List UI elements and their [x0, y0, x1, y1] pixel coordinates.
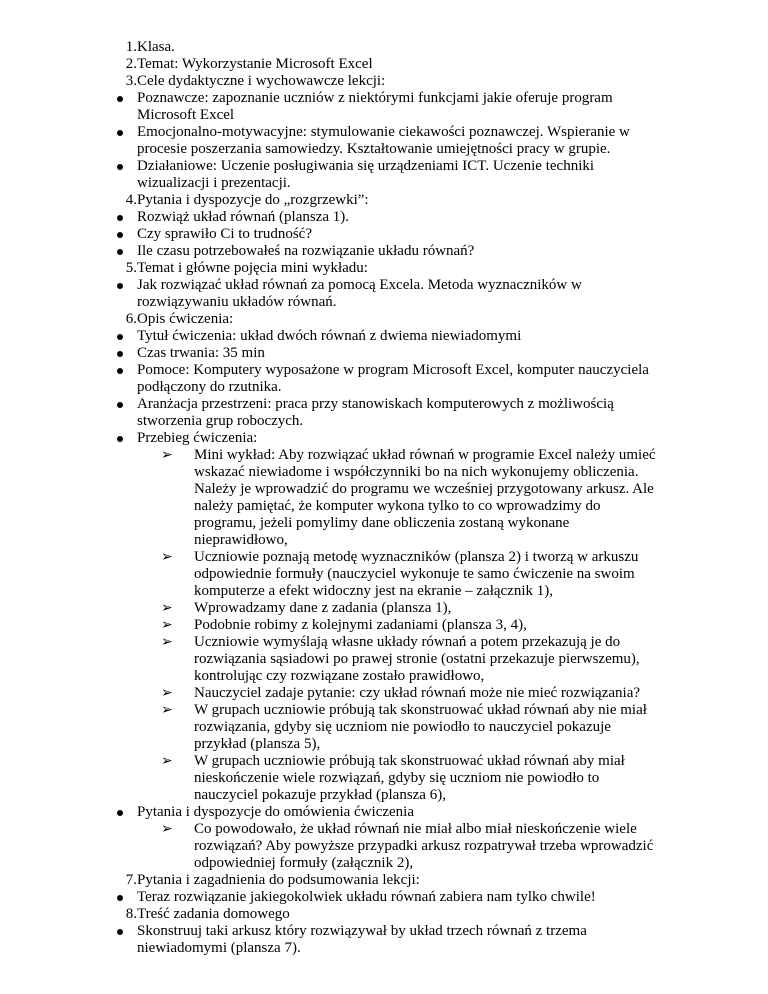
list-item-text-line: rozwiązania sąsiadowi po prawej stronie (ostatni przekazuje pierwszemu), — [194, 651, 640, 667]
list-item-text-line: Nauczyciel zadaje pytanie: czy układ równań może nie mieć rozwiązania? — [194, 685, 641, 701]
list-item-text-line: Opis ćwiczenia: — [137, 311, 234, 327]
list-item-text-line: rozwiązania, gdyby się uczniom nie powiodło to nauczyciel pokazuje — [194, 719, 611, 735]
list-item-text-line: Pomoce: Komputery wyposażone w program Microsoft Excel, komputer nauczyciela — [137, 362, 649, 378]
bullet-marker — [117, 334, 123, 340]
list-item-text-line: Wprowadzamy dane z zadania (plansza 1), — [194, 600, 452, 616]
list-item-text-line: odpowiedniej formuły (załącznik 2), — [194, 855, 414, 871]
list-number: 3. — [125, 73, 137, 89]
list-item-text-line: Co powodowało, że układ równań nie miał albo miał nieskończenie wiele — [194, 821, 637, 837]
list-item-text-line: Czas trwania: 35 min — [137, 345, 265, 361]
list-number: 4. — [125, 192, 137, 208]
list-number: 7. — [125, 872, 137, 888]
bullet-marker — [117, 436, 123, 442]
bullet-marker — [117, 232, 123, 238]
arrow-bullet-icon: ➢ — [161, 550, 173, 565]
list-item-text-line: nauczyciel pokazuje przykład (plansza 6), — [194, 787, 446, 803]
arrow-bullet-icon: ➢ — [161, 635, 173, 650]
list-item-text-line: Pytania i dyspozycje do omówienia ćwiczenia — [137, 804, 414, 820]
arrow-bullet-icon: ➢ — [161, 618, 173, 633]
list-item-text-line: Emocjonalno-motywacyjne: stymulowanie ciekawości poznawczej. Wspieranie w — [137, 124, 630, 140]
arrow-bullet-icon: ➢ — [161, 601, 173, 616]
bullet-marker — [117, 402, 123, 408]
list-item-text-line: Tytuł ćwiczenia: układ dwóch równań z dwiema niewiadomymi — [137, 328, 522, 344]
list-item-text-line: Uczniowie poznają metodę wyznaczników (plansza 2) i tworzą w arkuszu — [194, 549, 639, 565]
bullet-marker — [117, 164, 123, 170]
list-item-text-line: procesie poszerzania samowiedzy. Kształtowanie umiejętności pracy w grupie. — [137, 141, 611, 157]
bullet-marker — [117, 351, 123, 357]
list-item-text-line: Jak rozwiązać układ równań za pomocą Excela. Metoda wyznaczników w — [137, 277, 582, 293]
list-item-text-line: podłączony do rzutnika. — [137, 379, 282, 395]
list-item-text-line: Pytania i zagadnienia do podsumowania lekcji: — [137, 872, 420, 888]
list-item-text-line: Cele dydaktyczne i wychowawcze lekcji: — [137, 73, 386, 89]
list-number: 1. — [125, 39, 137, 55]
list-item-text-line: Microsoft Excel — [137, 107, 235, 123]
bullet-marker — [117, 283, 123, 289]
list-item-text-line: Ile czasu potrzebowałeś na rozwiązanie układu równań? — [137, 243, 475, 259]
bullet-marker — [117, 895, 123, 901]
arrow-bullet-icon: ➢ — [161, 686, 173, 701]
list-item-text-line: stworzenia grup roboczych. — [137, 413, 304, 429]
bullet-marker — [117, 810, 123, 816]
bullet-marker — [117, 215, 123, 221]
list-item-text-line: W grupach uczniowie próbują tak skonstruować układ równań aby nie miał — [194, 702, 647, 718]
list-item-text-line: komputerze a efekt widoczny jest na ekranie – załącznik 1), — [194, 583, 553, 599]
list-number: 2. — [125, 56, 137, 72]
list-item-text-line: rozwiązań? Aby powyższe przypadki arkusz rozpatrywał trzeba wprowadzić — [194, 838, 654, 854]
bullet-marker — [117, 130, 123, 136]
list-item-text-line: Przebieg ćwiczenia: — [137, 430, 258, 446]
list-item-text-line: Skonstruuj taki arkusz który rozwiązywał by układ trzech równań z trzema — [137, 923, 587, 939]
arrow-bullet-icon: ➢ — [161, 703, 173, 718]
list-item-text-line: Temat i główne pojęcia mini wykładu: — [137, 260, 368, 276]
list-number: 5. — [125, 260, 137, 276]
list-item-text-line: należy pamiętać, że komputer wykona tylko to co wprowadzimy do — [194, 498, 601, 514]
arrow-bullet-icon: ➢ — [161, 448, 173, 463]
list-item-text-line: Należy je wprowadzić do programu we wcześniej przygotowany arkusz. Ale — [194, 481, 654, 497]
list-item-text-line: Mini wykład: Aby rozwiązać układ równań w programie Excel należy umieć — [194, 447, 656, 463]
list-item-text-line: wizualizacji i prezentacji. — [137, 175, 291, 191]
bullet-marker — [117, 368, 123, 374]
arrow-bullet-icon: ➢ — [161, 754, 173, 769]
list-item-text-line: niewiadomymi (plansza 7). — [137, 940, 301, 956]
list-item-text-line: Czy sprawiło Ci to trudność? — [137, 226, 312, 242]
list-item-text-line: nieskończenie wiele rozwiązań, gdyby się uczniom nie powiodło to — [194, 770, 600, 786]
list-item-text-line: odpowiednie formuły (nauczyciel wykonuje te samo ćwiczenie na swoim — [194, 566, 635, 582]
arrow-bullet-icon: ➢ — [161, 822, 173, 837]
bullet-marker — [117, 96, 123, 102]
list-item-text-line: wskazać niewiadome i współczynniki bo na nich wykonujemy obliczenia. — [194, 464, 639, 480]
list-item-text-line: Pytania i dyspozycje do „rozgrzewki”: — [137, 192, 369, 208]
list-item-text-line: W grupach uczniowie próbują tak skonstruować układ równań aby miał — [194, 753, 625, 769]
list-item-text-line: przykład (plansza 5), — [194, 736, 321, 752]
list-number: 8. — [125, 906, 137, 922]
bullet-marker — [117, 929, 123, 935]
list-item-text-line: Uczniowie wymyślają własne układy równań a potem przekazują je do — [194, 634, 621, 650]
list-item-text-line: Treść zadania domowego — [137, 906, 290, 922]
list-number: 6. — [125, 311, 137, 327]
list-item-text-line: Podobnie robimy z kolejnymi zadaniami (plansza 3, 4), — [194, 617, 527, 633]
list-item-text-line: nieprawidłowo, — [194, 532, 288, 548]
list-item-text-line: programu, jeżeli pomylimy dane obliczenia zostaną wykonane — [194, 515, 570, 531]
list-item-text-line: Rozwiąż układ równań (plansza 1). — [137, 209, 350, 225]
list-item-text-line: Działaniowe: Uczenie posługiwania się urządzeniami ICT. Uczenie techniki — [137, 158, 595, 174]
bullet-marker — [117, 249, 123, 255]
list-item-text-line: Poznawcze: zapoznanie uczniów z niektórymi funkcjami jakie oferuje program — [137, 90, 613, 106]
list-item-text-line: kontrolując czy rozwiązane zostało prawidłowo, — [194, 668, 485, 684]
list-item-text-line: rozwiązywaniu układów równań. — [137, 294, 337, 310]
list-item-text-line: Klasa. — [137, 39, 175, 55]
list-item-text-line: Teraz rozwiązanie jakiegokolwiek układu równań zabiera nam tylko chwile! — [137, 889, 596, 905]
list-item-text-line: Aranżacja przestrzeni: praca przy stanowiskach komputerowych z możliwością — [137, 396, 614, 412]
list-item-text-line: Temat: Wykorzystanie Microsoft Excel — [137, 56, 373, 72]
